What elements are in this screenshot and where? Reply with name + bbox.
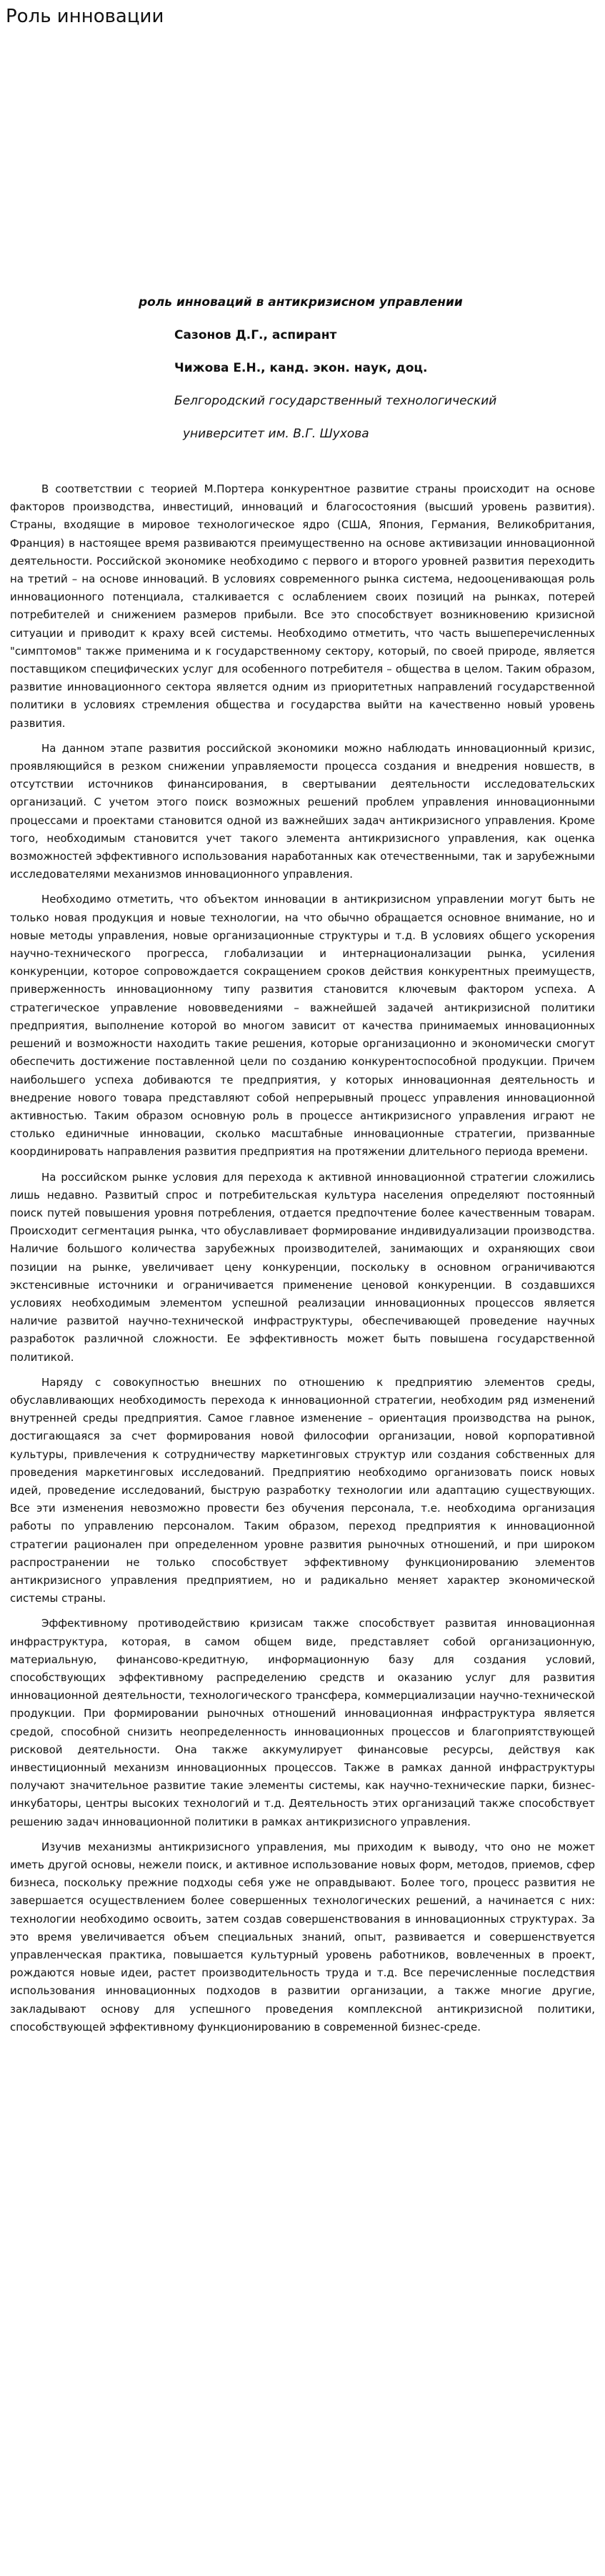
body-paragraph-3: Необходимо отметить, что объектом инновации в антикризисном управлении могут быть не только новая продукция и новые технологии, на что обычно обращается основное внимание, но и новые методы управления, новые организационные структуры и т.д. В условиях общего ускорения научно-технического прогресса, глобализации и интернационализации рынка, усиления конкуренции, которое сопровождается сокращением сроков действия конкурентных преимуществ, приверженность инновационному типу развития становится ключевым фактором успеха. А стратегическое управление нововведениями – важнейшей задачей антикризисной политики предприятия, выполнение которой во многом зависит от качества принимаемых инновационных решений и возможности находить такие решения, которые организационно и экономически смогут обеспечить достижение поставленной цели по созданию конкурентоспособной продукции. Причем наибольшего успеха добиваются те предприятия, у которых инновационная деятельность и внедрение нового товара представляют собой непрерывный процесс управления инновационной активностью. Таким образом основную роль в процессе антикризисного управления играют не столько единичные инновации, сколько масштабные инновационные стратегии, призванные координировать направления развития предприятия на протяжении длительного периода времени. — [10, 893, 595, 1159]
page-title: Роль инновации — [6, 6, 164, 27]
affiliation-line-2: университет им. В.Г. Шухова — [183, 427, 369, 441]
author-1: Сазонов Д.Г., аспирант — [174, 328, 337, 342]
article-title: роль инноваций в антикризисном управлении — [139, 295, 463, 309]
body-paragraph-5: Наряду с совокупностью внешних по отношению к предприятию элементов среды, обуславливающих необходимость перехода к инновационной стратегии, необходим ряд изменений внутренней среды предприятия. Самое главное изменение – ориентация производства на рынок, достигающаяся за счет формирования новой философии организации, новой корпоративной культуры, привлечения к сотрудничеству маркетинговых структур или создания собственных для проведения маркетинговых исследований. Предприятию необходимо организовать поиск новых идей, проведение исследований, быструю разработку технологии или адаптацию существующих. Все эти изменения невозможно провести без обучения персонала, т.е. необходима организация работы по управлению персоналом. Таким образом, переход предприятия к инновационной стратегии рационален при определенном уровне развития рыночных отношений, и при широком распространении не только способствует эффективному функционированию элементов антикризисного управления предприятием, но и радикально меняет характер экономической системы страны. — [10, 1375, 595, 1605]
body-paragraph-7: Изучив механизмы антикризисного управления, мы приходим к выводу, что оно не может иметь другой основы, нежели поиск, и активное использование новых форм, методов, приемов, сфер бизнеса, поскольку прежние подходы себя уже не оправдывают. Более того, процесс развития не завершается осуществлением более совершенных технологических решений, а начинается с них: технологии необходимо освоить, затем создав совершенствования в инновационных структурах. За это время увеличивается объем специальных знаний, опыт, развивается и совершенствуется управленческая практика, повышается культурный уровень работников, вовлеченных в проект, рождаются новые идеи, растет производительность труда и т.д. Все перечисленные последствия использования инновационных подходов в развитии организации, а также многие другие, закладывают основу для успешного проведения комплексной антикризисной политики, способствующей эффективному функционированию в современной бизнес-среде. — [10, 1840, 595, 2033]
body-paragraph-1: В соответствии с теорией М.Портера конкурентное развитие страны происходит на основе факторов производства, инвестиций, инноваций и благосостояния (высший уровень развития). Страны, входящие в мировое технологическое ядро (США, Япония, Германия, Великобритания, Франция) в настоящее время развиваются преимущественно на основе активизации инновационной деятельности. Российской экономике необходимо с первого и второго уровней развития переходить на третий – на основе инноваций. В условиях современного рынка система, недооценивающая роль инновационного потенциала, сталкивается с ослаблением своих позиций на рынках, потерей потребителей и снижением размеров прибыли. Все это способствует возникновению кризисной ситуации и приводит к краху всей системы. Необходимо отметить, что часть вышеперечисленных "симптомов" также применима и к государственному сектору, который, по своей природе, является поставщиком специфических услуг для особенного потребителя – общества в целом. Таким образом, развитие инновационного сектора является одним из приоритетных направлений государственной политики в условиях стремления общества и государства выйти на качественно новый уровень развития. — [10, 482, 595, 730]
affiliation-line-1: Белгородский государственный технологический — [174, 394, 497, 408]
body-paragraph-2: На данном этапе развития российской экономики можно наблюдать инновационный кризис, проявляющийся в резком снижении управляемости процесса создания и внедрения новшеств, в отсутствии источников финансирования, в свертывании деятельности исследовательских организаций. С учетом этого поиск возможных решений проблем управления инновационными процессами и проектами становится одной из важнейших задач антикризисного управления. Кроме того, необходимым становится учет такого элемента антикризисного управления, как оценка возможностей эффективного использования наработанных как отечественными, так и зарубежными исследователями механизмов инновационного управления. — [10, 741, 595, 881]
author-2: Чижова Е.Н., канд. экон. наук, доц. — [174, 361, 428, 375]
article-header — [0, 293, 605, 457]
body-paragraph-6: Эффективному противодействию кризисам также способствует развитая инновационная инфраструктура, которая, в самом общем виде, представляет собой организационную, материальную, финансово-кредитную, информационную базу для создания условий, способствующих эффективному распределению средств и оказанию услуг для развития инновационной деятельности, технологического трансфера, коммерциализации научно-технической продукции. При формировании рыночных отношений инновационная инфраструктура является средой, способной снизить неопределенность инновационных процессов и благоприятствующей рисковой деятельности. Она также аккумулирует финансовые ресурсы, действуя как инвестиционный механизм инновационных процессов. Также в рамках данной инфраструктуры получают значительное развитие такие элементы системы, как научно-технические парки, бизнес-инкубаторы, центры высоких технологий и т.д. Деятельность этих организаций также способствует решению задач инновационной политики в рамках антикризисного управления. — [10, 1617, 595, 1828]
article-body — [10, 480, 595, 2044]
body-paragraph-4: На российском рынке условия для перехода к активной инновационной стратегии сложились лишь недавно. Развитый спрос и потребительская культура населения определяют постоянный поиск путей повышения уровня потребления, отдается предпочтение более качественным товарам. Происходит сегментация рынка, что обуславливает формирование индивидуализации производства. Наличие большого количества зарубежных производителей, занимающих и охраняющих свои позиции на рынке, увеличивает цену конкуренции, поскольку в основном ограничиваются экстенсивные источники и ограничивается применение ценовой конкуренции. В создавшихся условиях необходимым элементом успешной реализации инновационных процессов является наличие развитой научно-технической инфраструктуры, обеспечивающей проведение научных разработок различной сложности. Ее эффективность может быть повышена государственной политикой. — [10, 1170, 595, 1364]
